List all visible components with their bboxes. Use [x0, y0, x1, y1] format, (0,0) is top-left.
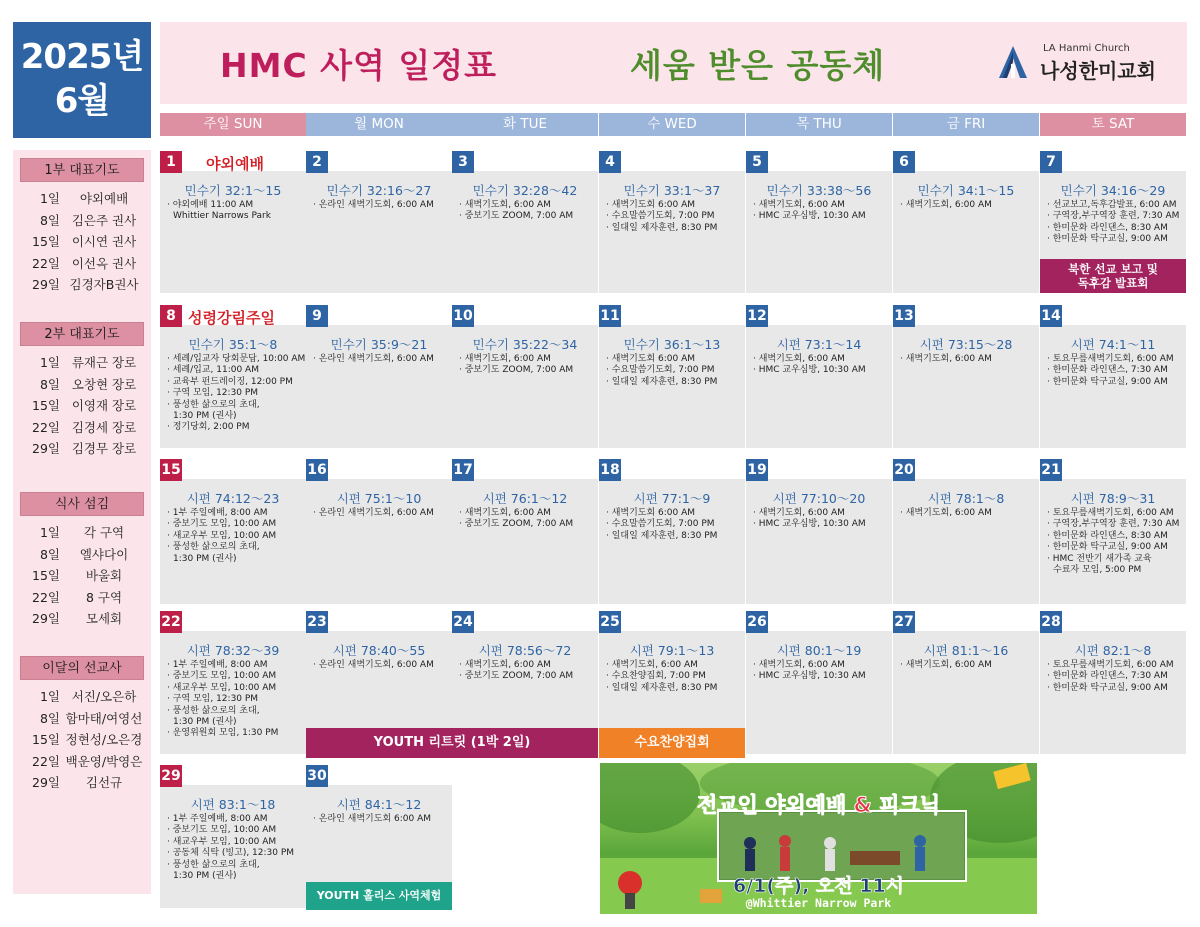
- event-list: [893, 200, 1039, 211]
- sidebar-row-date: 29일: [32, 611, 60, 626]
- event-list: [306, 200, 452, 211]
- sidebar-row-date: 8일: [39, 212, 60, 228]
- scripture-reading: 시편 77:10～20: [772, 491, 866, 506]
- event-item: · 한미문화 라인댄스, 7:30 AM: [1047, 671, 1168, 682]
- sidebar-row-name: 각 구역: [83, 525, 125, 540]
- event-list: [306, 660, 452, 671]
- event-item: · 수요말씀기도회, 7:00 PM: [606, 365, 715, 376]
- event-item: · 온라인 새벽기도회 6:00 AM: [313, 814, 431, 824]
- sidebar-row: [20, 565, 144, 586]
- event-band-wednesday-praise: 수요찬양집회: [599, 728, 745, 758]
- sidebar-row-name: 정현성/오은경: [65, 732, 143, 747]
- sidebar-section-title: 1부 대표기도: [20, 158, 144, 182]
- weekday-header-0: 주일 SUN: [160, 113, 306, 136]
- scripture-reading: 시편 82:1～8: [1074, 643, 1152, 658]
- sidebar-row-name: 김은주 권사: [71, 212, 137, 228]
- scripture-reading: 민수기 35:22～34: [472, 337, 578, 352]
- scripture-reading: 시편 78:9～31: [1070, 491, 1156, 506]
- event-item: 1:30 PM (권사): [173, 871, 237, 882]
- event-item: · 중보기도 ZOOM, 7:00 AM: [459, 211, 574, 222]
- sidebar-row: [20, 210, 144, 231]
- event-list: [160, 660, 306, 740]
- day-number: 6: [893, 151, 915, 173]
- event-item: · 새벽기도회, 6:00 AM: [900, 508, 992, 518]
- event-item: 수료자 모임, 5:00 PM: [1053, 565, 1142, 576]
- scripture-reading: 시편 73:15～28: [919, 337, 1013, 352]
- event-list: [599, 354, 745, 388]
- event-item: Whittier Narrows Park: [173, 211, 271, 222]
- scripture-reading: 시편 78:32～39: [186, 643, 280, 658]
- sidebar-row: [20, 274, 144, 295]
- event-item: · 한미문화 라인댄스, 8:30 AM: [1047, 530, 1168, 541]
- scripture-reading: 민수기 32:16～27: [326, 183, 432, 198]
- event-item: 1:30 PM (권사): [173, 717, 237, 728]
- sidebar-row-date: 15일: [32, 732, 60, 747]
- event-item: · 구역 모임, 12:30 PM: [167, 694, 259, 705]
- scripture-reading: 시편 74:12～23: [186, 491, 280, 506]
- event-item: · 새벽기도회, 6:00 AM: [459, 200, 551, 210]
- day-title: 야외예배: [206, 155, 264, 173]
- sidebar-row: [20, 438, 144, 459]
- sidebar-row: [20, 253, 144, 274]
- sidebar-row-name: 이선옥 권사: [71, 255, 137, 271]
- event-list: [452, 354, 598, 377]
- sidebar-row: [20, 395, 144, 416]
- event-item: · HMC 교우심방, 10:30 AM: [753, 365, 866, 376]
- sidebar-row-date: 29일: [32, 277, 60, 292]
- sidebar-row-date: 22일: [32, 589, 60, 605]
- event-item: · HMC 교우심방, 10:30 AM: [753, 671, 866, 682]
- sidebar-row-name: 김경무 장로: [71, 441, 137, 456]
- sidebar-row-name: 서진/오은하: [71, 689, 137, 704]
- event-item: · 일대일 제자훈련, 8:30 PM: [606, 530, 718, 541]
- page-subtitle: 세움 받은 공동체: [630, 46, 886, 85]
- scripture-reading: 민수기 33:1～37: [623, 183, 721, 198]
- scripture-reading: 민수기 34:16～29: [1060, 183, 1166, 198]
- event-list: [306, 354, 452, 365]
- event-item: · 새교우부 모임, 10:00 AM: [167, 682, 277, 693]
- day-number: 12: [746, 305, 768, 327]
- weekday-header-6: 토 SAT: [1040, 113, 1186, 136]
- event-item: · 새교우부 모임, 10:00 AM: [167, 836, 277, 847]
- event-item: · 교육부 펀드레이징, 12:00 PM: [167, 376, 293, 387]
- sidebar-row: [20, 231, 144, 252]
- event-item: · 온라인 새벽기도회, 6:00 AM: [313, 660, 434, 670]
- day-number: 25: [599, 611, 621, 633]
- event-list: [1040, 200, 1186, 246]
- sidebar-row-date: 1일: [39, 525, 60, 540]
- scripture-reading: 시편 74:1～11: [1070, 337, 1156, 352]
- event-item: · 새벽기도회 6:00 AM: [606, 508, 696, 518]
- event-list: [306, 508, 452, 519]
- scripture-reading: 민수기 34:1～15: [917, 183, 1015, 198]
- day-number: 27: [893, 611, 915, 633]
- scripture-reading: 시편 77:1～9: [633, 491, 711, 506]
- event-item: · HMC 전반기 새가족 교육: [1047, 553, 1152, 564]
- event-item: · 새벽기도회, 6:00 AM: [753, 354, 845, 364]
- event-list: [452, 660, 598, 683]
- sidebar-row-name: 김경자B권사: [69, 277, 139, 292]
- event-list: [746, 200, 892, 223]
- day-number: 18: [599, 459, 621, 481]
- sidebar-row-date: 1일: [39, 191, 60, 206]
- year-label: 2025년: [20, 37, 144, 77]
- event-list: [746, 508, 892, 531]
- picnic-date: 6/1(주), 오전 11시: [732, 875, 905, 897]
- sidebar-row-date: 22일: [32, 255, 60, 271]
- event-item: · 중보기도 ZOOM, 7:00 AM: [459, 519, 574, 530]
- sidebar-row: [20, 751, 144, 772]
- day-number: 19: [746, 459, 768, 481]
- day-number: 30: [306, 765, 328, 787]
- weekday-header-2: 화 TUE: [452, 113, 598, 136]
- event-item: · 중보기도 모임, 10:00 AM: [167, 519, 277, 530]
- event-item: · 새벽기도회, 6:00 AM: [753, 508, 845, 518]
- scripture-reading: 민수기 33:38～56: [766, 183, 872, 198]
- event-item: · 새벽기도회, 6:00 AM: [459, 508, 551, 518]
- sidebar-row-date: 8일: [39, 546, 60, 562]
- event-list: [893, 354, 1039, 365]
- event-item: · 토요무릎새벽기도회, 6:00 AM: [1047, 354, 1174, 364]
- event-band-youth-holiness: YOUTH 홀리스 사역체험: [306, 882, 452, 910]
- event-item: · 풍성한 삶으로의 초대,: [167, 542, 260, 553]
- sidebar-row: [20, 188, 144, 209]
- event-item: · 새벽기도회, 6:00 AM: [606, 660, 698, 670]
- event-list: [160, 200, 306, 223]
- event-item: · 새벽기도회, 6:00 AM: [753, 660, 845, 670]
- day-title: 성령강림주일: [188, 309, 275, 327]
- year-month-box: [13, 22, 151, 138]
- picnic-title: 전교인 야외예배 & 피크닉: [696, 793, 941, 817]
- event-item: · 온라인 새벽기도회, 6:00 AM: [313, 508, 434, 518]
- event-item: · 온라인 새벽기도회, 6:00 AM: [313, 354, 434, 364]
- event-list: [746, 660, 892, 683]
- scripture-reading: 시편 78:1～8: [927, 491, 1005, 506]
- sidebar-row-name: 김선규: [85, 775, 123, 790]
- event-item: · 중보기도 모임, 10:00 AM: [167, 825, 277, 836]
- sidebar-row-name: 엘샤다이: [79, 546, 129, 562]
- event-item: · 정기당회, 2:00 PM: [167, 422, 250, 433]
- day-number: 28: [1040, 611, 1062, 633]
- picnic-location: @Whittier Narrow Park: [745, 896, 892, 910]
- event-item: · 한미문화 탁구교실, 9:00 AM: [1047, 542, 1168, 553]
- event-item: · 한미문화 탁구교실, 9:00 AM: [1047, 682, 1168, 693]
- event-item: · 새벽기도회, 6:00 AM: [900, 660, 992, 670]
- month-label: 6월: [54, 81, 110, 121]
- event-item: · 일대일 제자훈련, 8:30 PM: [606, 376, 718, 387]
- event-item: · 중보기도 ZOOM, 7:00 AM: [459, 671, 574, 682]
- sidebar-row-name: 함마태/여영선: [65, 710, 143, 726]
- day-number: 14: [1040, 305, 1062, 327]
- day-number: 8: [160, 305, 182, 327]
- day-number: 10: [452, 305, 474, 327]
- day-number: 23: [306, 611, 328, 633]
- event-item: · 새벽기도회, 6:00 AM: [459, 354, 551, 364]
- event-item: · 한미문화 탁구교실, 9:00 AM: [1047, 376, 1168, 387]
- day-number: 26: [746, 611, 768, 633]
- weekday-header-3: 수 WED: [599, 113, 745, 136]
- event-item: · 구역 모임, 12:30 PM: [167, 388, 259, 399]
- event-list: [160, 508, 306, 565]
- event-item: · 중보기도 모임, 10:00 AM: [167, 671, 277, 682]
- church-name-en: LA Hanmi Church: [1043, 43, 1130, 54]
- sidebar-row: [20, 686, 144, 707]
- scripture-reading: 시편 81:1～16: [923, 643, 1009, 658]
- event-band-youth-retreat: YOUTH 리트릿 (1박 2일): [306, 728, 598, 758]
- scripture-reading: 시편 73:1～14: [776, 337, 862, 352]
- event-item: · 세례/입교, 11:00 AM: [167, 365, 259, 376]
- event-item: · 수요찬양집회, 7:00 PM: [606, 671, 706, 682]
- event-item: · 일대일 제자훈련, 8:30 PM: [606, 682, 718, 693]
- event-item: · 수요말씀기도회, 7:00 PM: [606, 211, 715, 222]
- event-item: · 한미문화 라인댄스, 8:30 AM: [1047, 222, 1168, 233]
- event-list: [746, 354, 892, 377]
- sidebar-row-date: 8일: [39, 376, 60, 392]
- sidebar-row: [20, 708, 144, 729]
- event-item: · 새벽기도회, 6:00 AM: [459, 660, 551, 670]
- day-number: 22: [160, 611, 182, 633]
- weekday-header-4: 목 THU: [746, 113, 892, 136]
- event-item: · 새교우부 모임, 10:00 AM: [167, 530, 277, 541]
- sidebar-row: [20, 729, 144, 750]
- scripture-reading: 시편 84:1～12: [336, 797, 422, 812]
- day-number: 29: [160, 765, 182, 787]
- sidebar-row-date: 29일: [32, 441, 60, 456]
- sidebar-row-name: 백운영/박영은: [65, 753, 143, 769]
- day-number: 7: [1040, 151, 1062, 173]
- event-list: [1040, 354, 1186, 388]
- sidebar-row-date: 15일: [32, 568, 60, 583]
- event-item: · 새벽기도회, 6:00 AM: [900, 354, 992, 364]
- scripture-reading: 시편 76:1～12: [482, 491, 568, 506]
- event-item: · 풍성한 삶으로의 초대,: [167, 859, 260, 870]
- event-list: [893, 660, 1039, 671]
- day-number: 13: [893, 305, 915, 327]
- event-list: [452, 200, 598, 223]
- weekday-header-5: 금 FRI: [893, 113, 1039, 136]
- day-number: 21: [1040, 459, 1062, 481]
- day-number: 17: [452, 459, 474, 481]
- day-number: 24: [452, 611, 474, 633]
- event-item: · 풍성한 삶으로의 초대,: [167, 399, 260, 410]
- sidebar-row: [20, 587, 144, 608]
- event-list: [599, 508, 745, 542]
- event-item: · 새벽기도회, 6:00 AM: [900, 200, 992, 210]
- picnic-banner: [600, 763, 1037, 914]
- scripture-reading: 시편 75:1～10: [336, 491, 422, 506]
- sidebar-row: [20, 772, 144, 793]
- scripture-reading: 시편 79:1～13: [629, 643, 715, 658]
- sidebar-row-date: 15일: [32, 398, 60, 413]
- event-item: · 선교보고,독후감발표, 6:00 AM: [1047, 200, 1177, 210]
- event-item: · 풍성한 삶으로의 초대,: [167, 705, 260, 716]
- sidebar-row-name: 모세회: [85, 611, 123, 626]
- sidebar-row-name: 류재근 장로: [71, 355, 137, 370]
- event-list: [893, 508, 1039, 519]
- sidebar-row: [20, 417, 144, 438]
- sidebar-section-title: 2부 대표기도: [20, 322, 144, 346]
- scripture-reading: 시편 83:1～18: [190, 797, 276, 812]
- day-number: 11: [599, 305, 621, 327]
- sidebar-row-name: 이영재 장로: [71, 398, 137, 413]
- event-item: · 중보기도 ZOOM, 7:00 AM: [459, 365, 574, 376]
- weekday-header-1: 월 MON: [306, 113, 452, 136]
- event-item: · 운영위원회 모임, 1:30 PM: [167, 728, 279, 739]
- scripture-reading: 민수기 35:1～8: [188, 337, 278, 352]
- sidebar-row-name: 8 구역: [85, 589, 123, 605]
- event-list: [1040, 508, 1186, 576]
- event-list: [306, 814, 452, 825]
- day-number: 5: [746, 151, 768, 173]
- day-number: 9: [306, 305, 328, 327]
- event-item: · 일대일 제자훈련, 8:30 PM: [606, 222, 718, 233]
- scripture-reading: 민수기 35:9～21: [330, 337, 428, 352]
- day-number: 4: [599, 151, 621, 173]
- event-item: · 1부 주일예배, 8:00 AM: [167, 508, 268, 518]
- scripture-reading: 시편 78:40～55: [332, 643, 426, 658]
- sidebar-row-name: 이시연 권사: [71, 234, 137, 249]
- event-item: · 새벽기도회 6:00 AM: [606, 200, 696, 210]
- sidebar-row-name: 야외예배: [79, 191, 129, 206]
- sidebar-row-date: 8일: [39, 710, 60, 726]
- sidebar-row: [20, 352, 144, 373]
- sidebar-row-date: 22일: [32, 419, 60, 435]
- scripture-reading: 시편 80:1～19: [776, 643, 862, 658]
- sidebar-row-date: 22일: [32, 753, 60, 769]
- day-number: 20: [893, 459, 915, 481]
- scripture-reading: 민수기 36:1～13: [623, 337, 721, 352]
- event-list: [1040, 660, 1186, 694]
- page-title: HMC 사역 일정표: [220, 46, 498, 85]
- event-list: [599, 660, 745, 694]
- event-item: · 온라인 새벽기도회, 6:00 AM: [313, 200, 434, 210]
- scripture-reading: 시편 78:56～72: [478, 643, 572, 658]
- sidebar-row-date: 15일: [32, 234, 60, 249]
- event-item: · 새벽기도회 6:00 AM: [606, 354, 696, 364]
- event-item: · 토요무릎새벽기도회, 6:00 AM: [1047, 508, 1174, 518]
- sidebar-row: [20, 544, 144, 565]
- sidebar-row-date: 1일: [39, 355, 60, 370]
- church-logo-icon: [993, 42, 1033, 82]
- event-item: · 한미문화 탁구교실, 9:00 AM: [1047, 234, 1168, 245]
- day-number: 16: [306, 459, 328, 481]
- sidebar-row: [20, 608, 144, 629]
- day-number: 2: [306, 151, 328, 173]
- event-list: [160, 814, 306, 882]
- event-item: · 1부 주일예배, 8:00 AM: [167, 814, 268, 824]
- event-item: · HMC 교우심방, 10:30 AM: [753, 519, 866, 530]
- sidebar-row: [20, 374, 144, 395]
- event-item: · 야외예배 11:00 AM: [167, 200, 254, 210]
- day-number: 15: [160, 459, 182, 481]
- sidebar-row-date: 1일: [39, 689, 60, 704]
- event-item: · 공동체 식탁 (빙고), 12:30 PM: [167, 848, 295, 859]
- scripture-reading: 민수기 32:1～15: [184, 183, 282, 198]
- church-name: 나성한미교회: [1040, 59, 1156, 83]
- event-list: [160, 354, 306, 434]
- event-item: · 세례/입교자 당회문답, 10:00 AM: [167, 354, 306, 364]
- event-list: [599, 200, 745, 234]
- sidebar-row: [20, 522, 144, 543]
- event-item: · 토요무릎새벽기도회, 6:00 AM: [1047, 660, 1174, 670]
- event-item: · HMC 교우심방, 10:30 AM: [753, 211, 866, 222]
- event-list: [452, 508, 598, 531]
- event-item: · 구역장,부구역장 훈련, 7:30 AM: [1047, 519, 1180, 530]
- sidebar-row-name: 오창현 장로: [71, 376, 137, 392]
- sidebar-row-name: 바울회: [85, 568, 123, 583]
- event-item: · 1부 주일예배, 8:00 AM: [167, 660, 268, 670]
- event-item: 1:30 PM (권사): [173, 411, 237, 422]
- day-number: 1: [160, 151, 182, 173]
- event-item: · 수요말씀기도회, 7:00 PM: [606, 519, 715, 530]
- scripture-reading: 민수기 32:28～42: [472, 183, 578, 198]
- sidebar-row-date: 29일: [32, 775, 60, 790]
- day-number: 3: [452, 151, 474, 173]
- sidebar-row-name: 김경세 장로: [71, 419, 137, 435]
- event-item: 1:30 PM (권사): [173, 553, 237, 564]
- event-band-missions-report: 북한 선교 보고 및 독후감 발표회: [1040, 259, 1186, 293]
- event-item: · 구역장,부구역장 훈련, 7:30 AM: [1047, 211, 1180, 222]
- sidebar-section-title: 이달의 선교사: [20, 656, 144, 680]
- event-item: · 새벽기도회, 6:00 AM: [753, 200, 845, 210]
- sidebar-section-title: 식사 섬김: [20, 492, 144, 516]
- event-item: · 한미문화 라인댄스, 7:30 AM: [1047, 365, 1168, 376]
